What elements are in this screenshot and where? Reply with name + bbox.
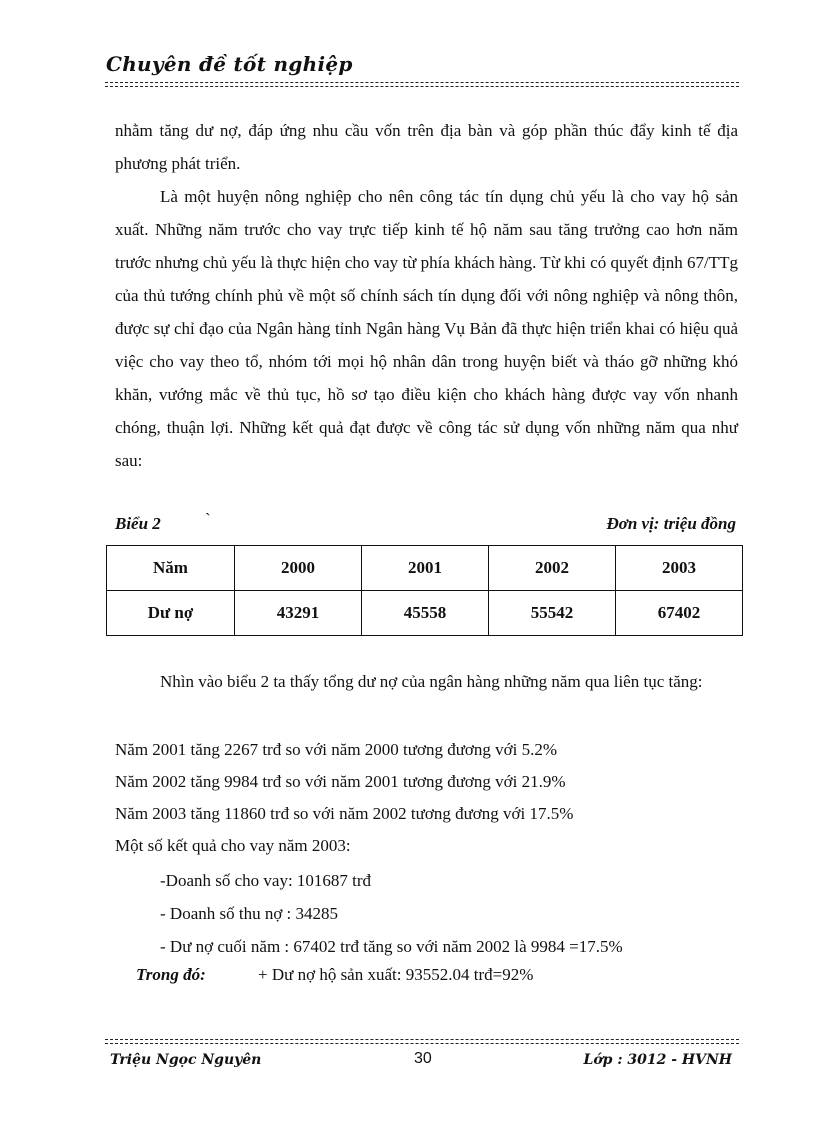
table-caption-label: Biểu 2: [115, 514, 161, 533]
list-item: Năm 2003 tăng 11860 trđ so với năm 2002 tương đương với 17.5%: [115, 804, 574, 823]
table-cell: 2002: [489, 546, 616, 591]
list-item: Một số kết quả cho vay năm 2003:: [115, 836, 351, 855]
table-cell: 2001: [362, 546, 489, 591]
body-text: [115, 114, 738, 477]
footer-divider: [105, 1043, 739, 1044]
trong-do-text: + Dư nợ hộ sản xuất: 93552.04 trđ=92%: [258, 965, 534, 984]
footer-class: Lớp : 3012 - HVNH: [583, 1052, 732, 1068]
analysis-lines: [115, 734, 738, 963]
table-cell: 45558: [362, 591, 489, 636]
table-cell: 43291: [235, 591, 362, 636]
trong-do-label: Trong đó:: [136, 965, 206, 984]
paragraph-analysis: Nhìn vào biểu 2 ta thấy tổng dư nợ của ngân hàng những năm qua liên tục tăng:: [160, 672, 703, 691]
outstanding-loans-table: [106, 545, 743, 636]
document-header-title: Chuyên đề tốt nghiệp: [106, 52, 353, 76]
caption-mark: `: [205, 510, 211, 529]
table-cell: 2000: [235, 546, 362, 591]
footer-divider: [105, 1039, 739, 1040]
table-cell: 2003: [616, 546, 743, 591]
table-header-row: [107, 546, 743, 591]
analysis-intro: [115, 665, 738, 698]
list-item: - Dư nợ cuối năm : 67402 trđ tăng so với năm 2002 là 9984 =17.5%: [160, 937, 623, 956]
paragraph-continuation: nhằm tăng dư nợ, đáp ứng nhu cầu vốn trên địa bàn và góp phần thúc đẩy kinh tế địa phương phát triển.: [115, 121, 738, 173]
list-item: - Doanh số thu nợ : 34285: [160, 904, 339, 923]
list-item: Năm 2002 tăng 9984 trđ so với năm 2001 tương đương với 21.9%: [115, 772, 566, 791]
table-row: [107, 591, 743, 636]
header-divider: [105, 86, 739, 87]
table-unit-label: Đơn vị: triệu đồng: [606, 514, 736, 533]
list-item: Năm 2001 tăng 2267 trđ so với năm 2000 tương đương với 5.2%: [115, 740, 558, 759]
list-item: -Doanh số cho vay: 101687 trđ: [160, 871, 372, 890]
table-cell: 67402: [616, 591, 743, 636]
page-number: 30: [414, 1050, 432, 1067]
table-cell: Dư nợ: [107, 591, 235, 636]
table-cell: 55542: [489, 591, 616, 636]
header-divider: [105, 82, 739, 83]
paragraph-credit-activity: Là một huyện nông nghiệp cho nên công tác tín dụng chủ yếu là cho vay hộ sản xuất. Những năm trước cho vay trực tiếp kinh tế hộ năm sau tăng trưởng cao hơn năm trước nhưng chủ yếu là thực hiện cho vay từ phía khách hàng. Từ khi có quyết định 67/TTg của thủ tướng chính phủ về một số chính sách tín dụng đối với nông nghiệp và nông thôn, được sự chỉ đạo của Ngân hàng tỉnh Ngân hàng Vụ Bản đã thực hiện triển khai có hiệu quả việc cho vay theo tổ, nhóm tới mọi hộ nhân dân trong huyện biết và tháo gỡ những khó khăn, vướng mắc về thủ tục, hồ sơ tạo điều kiện cho khách hàng được vay vốn nhanh chóng, thuận lợi. Những kết quả đạt được về công tác sử dụng vốn những năm qua như sau:: [115, 187, 738, 470]
footer-author: Triệu Ngọc Nguyên: [110, 1052, 262, 1068]
table-cell: Năm: [107, 546, 235, 591]
